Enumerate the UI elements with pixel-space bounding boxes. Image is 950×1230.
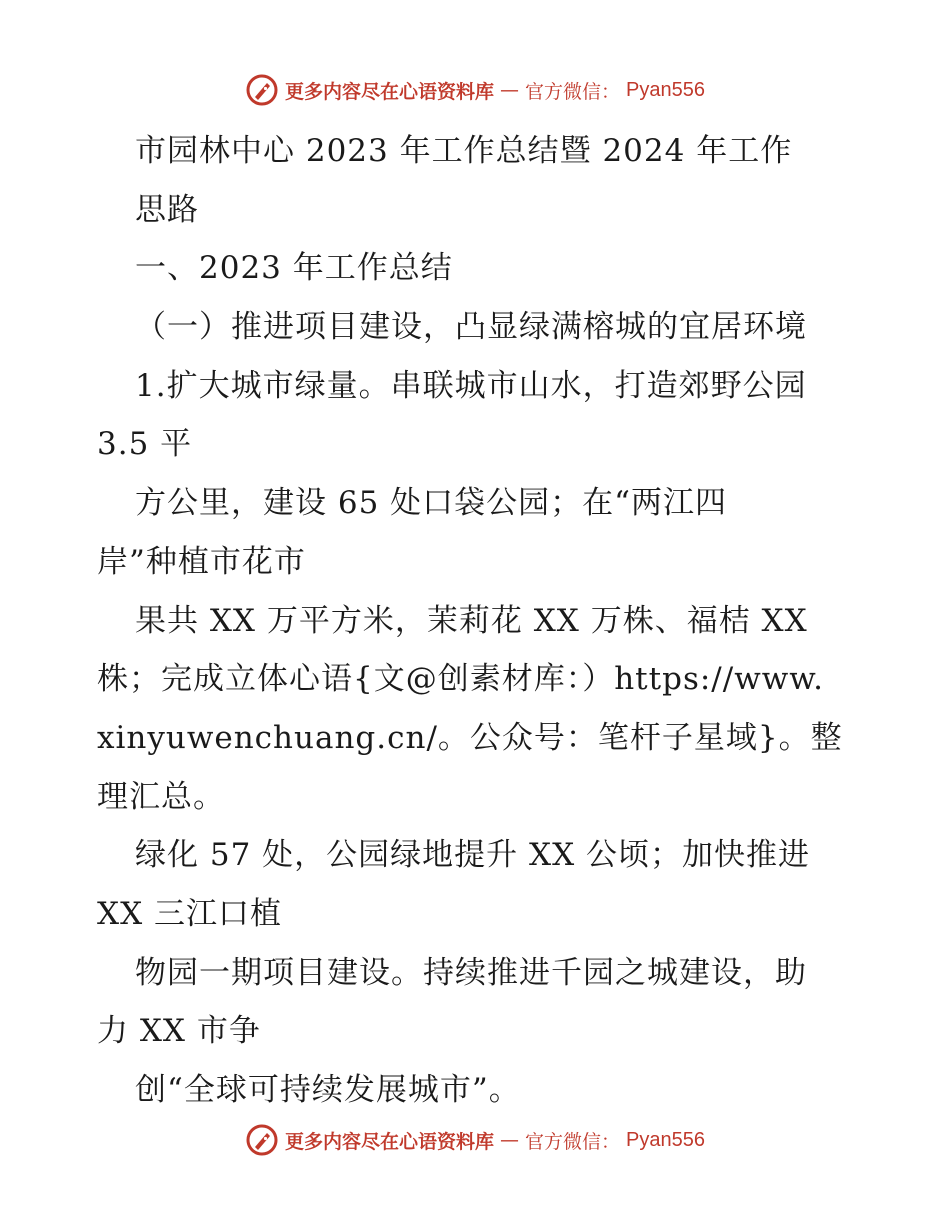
paragraph-line: 创“全球可持续发展城市”。 xyxy=(135,1072,521,1108)
paragraph-line: 1.扩大城市绿量。串联城市山水，打造郊野公园 xyxy=(135,367,807,404)
banner-wechat-id: Pyan556 xyxy=(626,1128,705,1151)
banner-separator: — xyxy=(500,1129,520,1151)
banner-official-label: 官方微信： xyxy=(525,1130,621,1153)
subsection-heading: （一）推进项目建设，凸显绿满榕城的宜居环境 xyxy=(135,309,807,346)
section-heading: 一、2023 年工作总结 xyxy=(135,250,453,287)
paragraph-line: xinyuwenchuang.cn/。公众号：笔杆子星域}。整 xyxy=(97,719,843,756)
pen-nib-logo-icon xyxy=(245,1123,279,1157)
banner-wechat-id: Pyan556 xyxy=(626,78,705,101)
paragraph-line: 理汇总。 xyxy=(97,778,225,815)
paragraph-line: 力 XX 市争 xyxy=(97,1013,261,1050)
paragraph-line: 方公里，建设 65 处口袋公园；在“两江四 xyxy=(135,485,728,522)
banner-inner xyxy=(245,1123,705,1157)
title-line-2: 思路 xyxy=(135,191,199,228)
banner-official-label: 官方微信： xyxy=(525,80,621,103)
paragraph-line: XX 三江口植 xyxy=(97,895,282,932)
paragraph-line: 果共 XX 万平方米，茉莉花 XX 万株、福桔 XX xyxy=(135,602,808,639)
header-banner xyxy=(0,70,950,110)
document-body xyxy=(97,122,857,1120)
paragraph-line: 3.5 平 xyxy=(97,426,193,463)
paragraph-line: 绿化 57 处，公园绿地提升 XX 公顷；加快推进 xyxy=(135,837,810,874)
footer-banner xyxy=(0,1120,950,1160)
pen-nib-logo-icon xyxy=(245,73,279,107)
banner-inner xyxy=(245,73,705,107)
banner-separator: — xyxy=(500,79,520,101)
paragraph-line: 株；完成立体心语{文@创素材库：）https://www. xyxy=(97,661,824,698)
paragraph-line: 岸”种植市花市 xyxy=(97,543,306,580)
banner-text: 更多内容尽在心语资料库 xyxy=(285,80,495,103)
paragraph-line: 物园一期项目建设。持续推进千园之城建设，助 xyxy=(135,954,807,991)
banner-text: 更多内容尽在心语资料库 xyxy=(285,1130,495,1153)
title-line-1: 市园林中心 2023 年工作总结暨 2024 年工作 xyxy=(135,133,793,169)
